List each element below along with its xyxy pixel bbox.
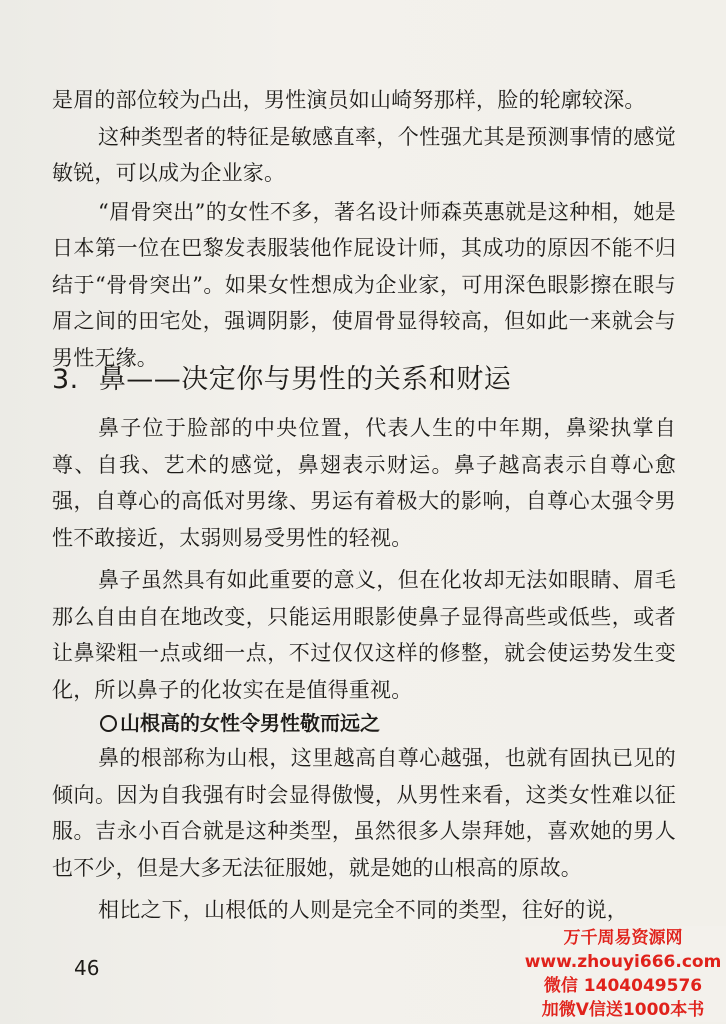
watermark-line: www.zhouyi666.com bbox=[524, 952, 722, 972]
paragraph: 相比之下，山根低的人则是完全不同的类型，往好的说， bbox=[98, 898, 628, 922]
circle-bullet-icon bbox=[100, 715, 117, 732]
paragraph: “眉骨突出”的女性不多，著名设计师森英惠就是这种相，她是日本第一位在巴黎发表服装他作屁设计师，其成功的原因不能不归结于“骨骨突出”。如果女性想成为企业家，可用深色眼影擦在眼与眉之间的田宅处，强调阴影，使眉骨显得较高，但如此一来就会与男性无缘。 bbox=[52, 199, 676, 370]
paragraph: 鼻子位于脸部的中央位置，代表人生的中年期，鼻梁执掌自尊、自我、艺术的感觉，鼻翅表示财运。鼻子越高表示自尊心愈强，自尊心的高低对男缘、男运有着极大的影响，自尊心太强令男性不敢接近，太弱则易受男性的轻视。 bbox=[52, 416, 676, 550]
section-heading bbox=[52, 360, 676, 400]
paragraph: 鼻子虽然具有如此重要的意义，但在化妆却无法如眼睛、眉毛那么自由自在地改变，只能运用眼影使鼻子显得高些或低些，或者让鼻梁粗一点或细一点，不过仅仅这样的修整，就会使运势发生变化，所以鼻子的化妆实在是值得重视。 bbox=[52, 568, 676, 702]
page-number: 46 bbox=[74, 956, 100, 980]
watermark-line: 微信 1404049576 bbox=[543, 976, 703, 996]
top-text-block bbox=[52, 82, 676, 376]
watermark-line: 万千周易资源网 bbox=[563, 928, 683, 948]
paragraph: 这种类型者的特征是敏感直率，个性强尤其是预测事情的感觉敏锐，可以成为企业家。 bbox=[52, 124, 676, 185]
subheading bbox=[100, 708, 660, 738]
bottom-text-block bbox=[52, 740, 676, 929]
watermark-line: 加微V信送1000本书 bbox=[541, 1000, 705, 1020]
watermark bbox=[520, 926, 726, 1022]
section-title: 鼻——决定你与男性的关系和财运 bbox=[98, 364, 512, 395]
section-number: 3. bbox=[52, 364, 79, 395]
middle-text-block bbox=[52, 410, 676, 708]
paragraph-continuation: 是眉的部位较为凸出，男性演员如山崎努那样，脸的轮廓较深。 bbox=[52, 88, 646, 112]
paragraph: 鼻的根部称为山根，这里越高自尊心越强，也就有固执已见的倾向。因为自我强有时会显得傲慢，从男性来看，这类女性难以征服。吉永小百合就是这种类型，虽然很多人崇拜她，喜欢她的男人也不少，但是大多无法征服她，就是她的山根高的原故。 bbox=[52, 746, 676, 880]
subheading-text: 山根高的女性令男性敬而远之 bbox=[120, 711, 380, 735]
